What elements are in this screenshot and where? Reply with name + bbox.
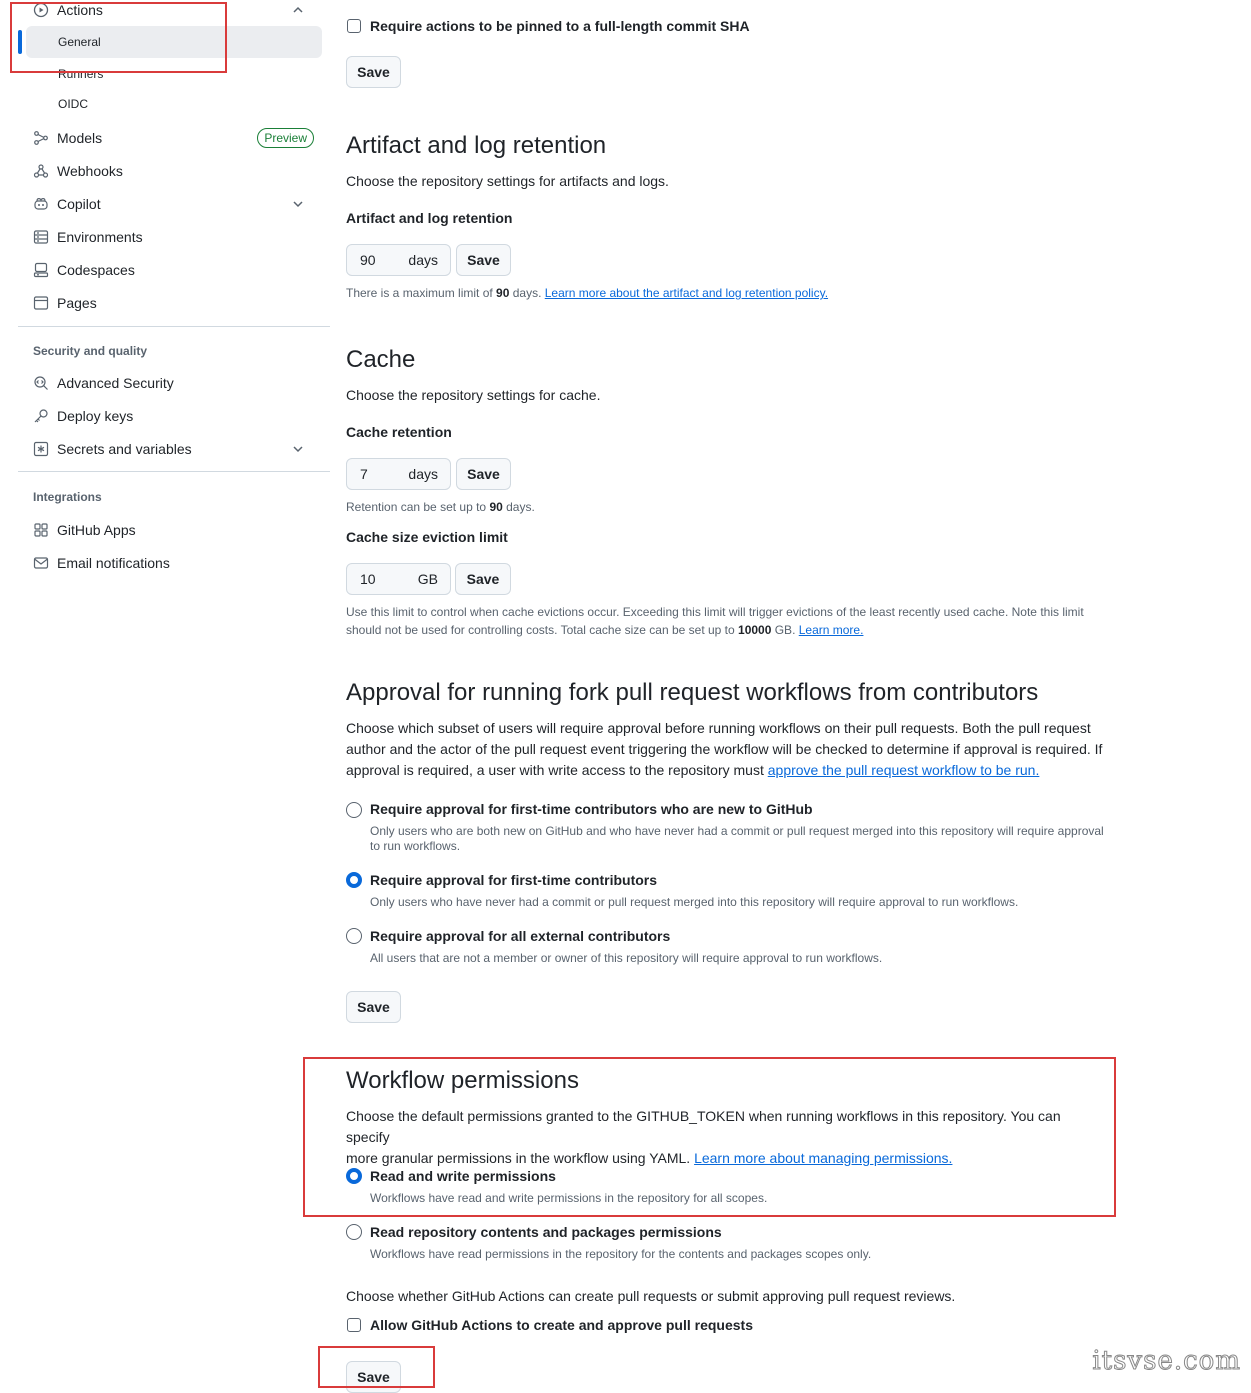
mail-icon — [33, 555, 49, 571]
desc-line: Only users who are both new on GitHub and who have never had a commit or pull request merged into this repository will require approval — [370, 824, 1104, 838]
desc-line: author and the actor of the pull request event triggering the workflow will be checked to determine if approval is required. If — [346, 741, 1103, 757]
sidebar-item-label: Actions — [57, 2, 103, 18]
sidebar-item-label: Advanced Security — [57, 375, 174, 391]
artifact-retention-input[interactable] — [346, 244, 451, 276]
pin-sha-checkbox[interactable] — [347, 19, 361, 33]
note-number: 90 — [496, 286, 510, 300]
sidebar-item-label: GitHub Apps — [57, 522, 136, 538]
sidebar-item-codespaces[interactable] — [26, 254, 322, 286]
asterisk-icon — [33, 441, 49, 457]
sidebar-item-label: General — [58, 35, 101, 49]
chevron-up-icon — [290, 2, 306, 18]
save-button[interactable]: Save — [456, 458, 511, 490]
apps-icon — [33, 522, 49, 538]
sidebar-group-title: Security and quality — [33, 344, 148, 358]
section-title: Artifact and log retention — [346, 132, 607, 159]
save-button[interactable]: Save — [456, 244, 511, 276]
codespaces-icon — [33, 262, 49, 278]
radio-label: Read and write permissions — [370, 1168, 556, 1184]
save-button[interactable]: Save — [346, 991, 401, 1023]
sidebar-group-title: Integrations — [33, 490, 102, 504]
section-title: Workflow permissions — [346, 1067, 579, 1094]
managing-permissions-link[interactable]: Learn more about managing permissions. — [694, 1150, 953, 1166]
artifact-policy-link[interactable]: Learn more about the artifact and log retention policy. — [544, 286, 829, 300]
note-text: Use this limit to control when cache evictions occur. Exceeding this limit will trigger evictions of the least recently used cache. Note this limit — [346, 605, 1084, 619]
radio-desc: All users that are not a member or owner of this repository will require approval to run workflows. — [370, 951, 883, 965]
sidebar-item-label: Email notifications — [57, 555, 170, 571]
allow-pr-checkbox[interactable] — [347, 1318, 361, 1332]
cache-learn-more-link[interactable]: Learn more. — [798, 623, 864, 637]
sidebar-item-label: Environments — [57, 229, 143, 245]
desc-line: more granular permissions in the workflow using YAML. — [346, 1150, 695, 1166]
section-desc: Choose the repository settings for artifacts and logs. — [346, 173, 669, 189]
sidebar-item-models[interactable] — [26, 122, 322, 154]
desc-line: approval is required, a user with write access to the repository must — [346, 762, 768, 778]
note-number: 90 — [489, 500, 503, 514]
desc-line: Choose the default permissions granted to the GITHUB_TOKEN when running workflows in this repository. You can specify — [346, 1108, 1061, 1145]
server-icon — [33, 229, 49, 245]
field-note — [346, 603, 1106, 639]
cache-size-input[interactable] — [346, 563, 451, 595]
field-note — [346, 498, 535, 516]
sidebar-item-github-apps[interactable] — [26, 514, 322, 546]
sidebar-item-label: Pages — [57, 295, 97, 311]
sidebar-item-environments[interactable] — [26, 221, 322, 253]
field-label: Cache retention — [346, 424, 452, 440]
sidebar-item-label: Copilot — [57, 196, 101, 212]
sidebar-item-label: Secrets and variables — [57, 441, 192, 457]
input-value: 10 — [360, 571, 376, 587]
desc-line: to run workflows. — [370, 839, 461, 853]
models-icon — [33, 130, 49, 146]
chevron-down-icon — [290, 196, 306, 212]
input-value: 7 — [360, 466, 368, 482]
field-label: Artifact and log retention — [346, 210, 513, 226]
approval-radio-new-to-github[interactable] — [346, 802, 362, 818]
section-desc: Choose the repository settings for cache. — [346, 387, 601, 403]
note-number: 10000 — [738, 623, 772, 637]
radio-label: Read repository contents and packages permissions — [370, 1224, 722, 1240]
sidebar-item-label: Deploy keys — [57, 408, 134, 424]
note-text: should not be used for controlling costs. Total cache size can be set up to — [346, 623, 739, 637]
sidebar-item-label: Webhooks — [57, 163, 123, 179]
sidebar-item-deploy-keys[interactable] — [26, 400, 322, 432]
note-text: days. — [509, 286, 545, 300]
sidebar-item-oidc[interactable] — [26, 88, 322, 120]
watermark: itsvse.com — [1092, 1346, 1241, 1376]
field-label: Cache size eviction limit — [346, 529, 508, 545]
sidebar-item-pages[interactable] — [26, 287, 322, 319]
preview-badge: Preview — [257, 128, 314, 148]
annotation-box-workflow — [303, 1057, 1116, 1217]
input-unit: days — [408, 252, 438, 268]
annotation-box-save — [318, 1346, 435, 1388]
radio-desc: Workflows have read permissions in the repository for the contents and packages scopes only. — [370, 1247, 872, 1261]
browser-icon — [33, 295, 49, 311]
annotation-box-actions — [10, 2, 227, 73]
radio-desc: Workflows have read and write permissions in the repository for all scopes. — [370, 1191, 768, 1205]
field-note — [346, 284, 828, 302]
sidebar-item-webhooks[interactable] — [26, 155, 322, 187]
pin-sha-label: Require actions to be pinned to a full-length commit SHA — [370, 18, 750, 34]
pr-desc: Choose whether GitHub Actions can create pull requests or submit approving pull request reviews. — [346, 1288, 956, 1304]
input-value: 90 — [360, 252, 376, 268]
input-unit: days — [408, 466, 438, 482]
note-text: GB. — [771, 623, 799, 637]
desc-line: Choose which subset of users will require approval before running workflows on their pull requests. Both the pull request — [346, 720, 1091, 736]
radio-desc: Only users who have never had a commit or pull request merged into this repository will require approval to run workflows. — [370, 895, 1019, 909]
key-icon — [33, 408, 49, 424]
sidebar-item-secrets[interactable] — [26, 433, 322, 465]
sidebar-divider — [18, 471, 330, 472]
sidebar-item-label: Runners — [58, 67, 104, 81]
copilot-icon — [33, 196, 49, 212]
cache-retention-input[interactable] — [346, 458, 451, 490]
sidebar-item-label: Models — [57, 130, 103, 146]
webhook-icon — [33, 163, 49, 179]
sidebar-item-label: OIDC — [58, 97, 88, 111]
sidebar-divider — [18, 326, 330, 327]
radio-label: Require approval for all external contributors — [370, 928, 671, 944]
section-title: Approval for running fork pull request workflows from contributors — [346, 679, 1039, 706]
sidebar-item-label: Codespaces — [57, 262, 135, 278]
approve-workflow-link[interactable]: approve the pull request workflow to be run. — [767, 762, 1040, 778]
radio-label: Require approval for first-time contributors who are new to GitHub — [370, 801, 813, 817]
codescan-icon — [33, 375, 49, 391]
section-title: Cache — [346, 346, 416, 373]
approval-radio-all-external[interactable] — [346, 928, 362, 944]
sidebar-item-advanced-security[interactable] — [26, 367, 322, 399]
input-unit: GB — [417, 571, 438, 587]
save-button[interactable]: Save — [346, 56, 401, 88]
radio-label: Require approval for first-time contributors — [370, 872, 658, 888]
chevron-down-icon — [290, 441, 306, 457]
sidebar-item-email-notifications[interactable] — [26, 547, 322, 579]
section-desc — [346, 718, 1126, 781]
approval-radio-first-time[interactable] — [346, 872, 362, 888]
save-button[interactable]: Save — [455, 563, 511, 595]
note-text: days. — [502, 500, 535, 514]
note-text: There is a maximum limit of — [346, 286, 497, 300]
sidebar-item-copilot[interactable] — [26, 188, 322, 220]
permission-radio-read-only[interactable] — [346, 1224, 362, 1240]
note-text: Retention can be set up to — [346, 500, 490, 514]
radio-desc — [370, 824, 1120, 854]
allow-pr-label: Allow GitHub Actions to create and approve pull requests — [370, 1317, 753, 1333]
save-button[interactable]: Save — [346, 1361, 401, 1393]
